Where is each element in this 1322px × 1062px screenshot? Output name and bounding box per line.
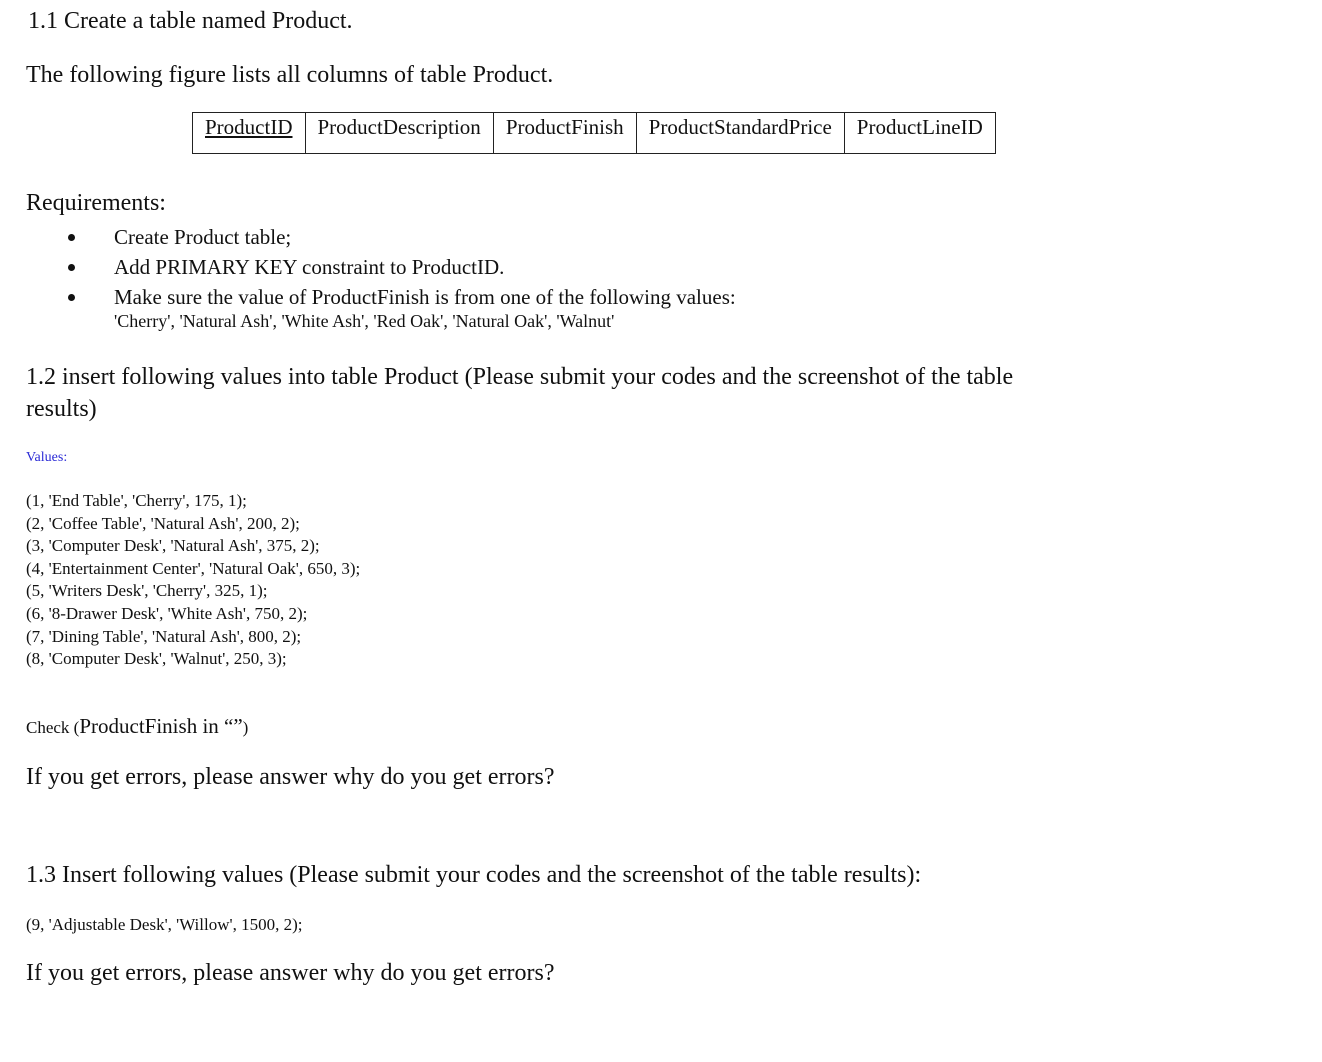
requirement-text: Make sure the value of ProductFinish is from one of the following values: xyxy=(114,285,736,309)
column-productid: ProductID xyxy=(193,113,306,154)
value-row: (1, 'End Table', 'Cherry', 175, 1); xyxy=(26,491,247,510)
requirement-item xyxy=(0,252,736,282)
value-row: (2, 'Coffee Table', 'Natural Ash', 200, 2); xyxy=(26,513,300,533)
columns-row xyxy=(193,113,996,154)
section-1-1-heading: 1.1 Create a table named Product. xyxy=(28,8,353,34)
requirements-list xyxy=(0,222,736,332)
requirement-text: Add PRIMARY KEY constraint to ProductID. xyxy=(114,255,505,279)
check-constraint-line xyxy=(26,714,248,739)
column-productdescription: ProductDescription xyxy=(305,113,493,154)
bullet-icon xyxy=(68,264,75,271)
value-row: (4, 'Entertainment Center', 'Natural Oak', 650, 3); xyxy=(26,558,361,578)
values-label: Values: xyxy=(26,450,68,465)
requirements-title: Requirements: xyxy=(26,190,166,216)
requirement-text: Create Product table; xyxy=(114,225,292,249)
section-1-1-intro: The following figure lists all columns of table Product. xyxy=(26,62,554,88)
section-1-2-question: If you get errors, please answer why do you get errors? xyxy=(26,764,555,790)
bullet-icon xyxy=(68,234,75,241)
values-list xyxy=(26,490,360,671)
check-suffix: ) xyxy=(242,718,249,737)
section-1-3-heading: 1.3 Insert following values (Please submit your codes and the screenshot of the table results): xyxy=(26,862,922,888)
section-1-2-heading-line1: 1.2 insert following values into table Product (Please submit your codes and the screenshot of the table xyxy=(26,364,1014,390)
bullet-icon xyxy=(68,294,75,301)
requirement-item xyxy=(0,282,736,332)
check-prefix: Check ( xyxy=(26,718,80,737)
column-productlineid: ProductLineID xyxy=(844,113,995,154)
column-productfinish: ProductFinish xyxy=(493,113,636,154)
value-row: (3, 'Computer Desk', 'Natural Ash', 375, 2); xyxy=(26,536,320,556)
requirement-item xyxy=(0,222,736,252)
column-productstandardprice: ProductStandardPrice xyxy=(636,113,844,154)
section-1-2-heading-line2: results) xyxy=(26,396,97,422)
check-expression: ProductFinish in “” xyxy=(79,714,243,738)
allowed-values-text: 'Cherry', 'Natural Ash', 'White Ash', 'Red Oak', 'Natural Oak', 'Walnut' xyxy=(114,311,615,331)
section-1-3-question: If you get errors, please answer why do you get errors? xyxy=(26,960,555,986)
value-row: (7, 'Dining Table', 'Natural Ash', 800, 2); xyxy=(26,626,302,646)
value-row: (6, '8-Drawer Desk', 'White Ash', 750, 2); xyxy=(26,603,308,623)
section-1-3-value: (9, 'Adjustable Desk', 'Willow', 1500, 2); xyxy=(26,915,303,934)
value-row: (8, 'Computer Desk', 'Walnut', 250, 3); xyxy=(26,649,287,669)
value-row: (5, 'Writers Desk', 'Cherry', 325, 1); xyxy=(26,581,268,601)
product-columns-table xyxy=(192,112,996,154)
